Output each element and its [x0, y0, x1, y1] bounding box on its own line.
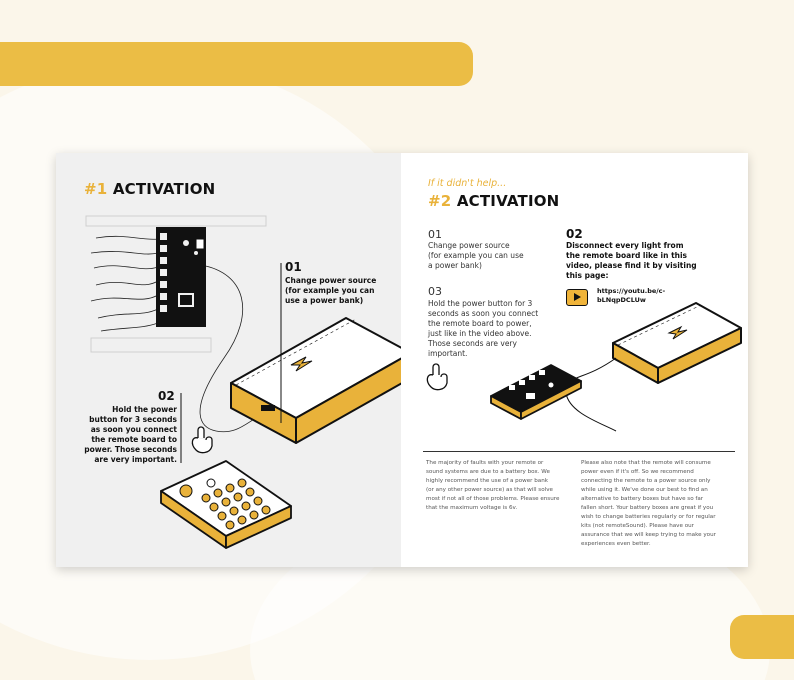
step-number: 02 — [158, 389, 175, 403]
heading-number: #2 — [428, 192, 452, 210]
step-description: Change power source (for example you can use a power bank) — [428, 241, 524, 270]
heading-word: ACTIVATION — [456, 192, 560, 210]
bottom-accent-bar — [730, 615, 794, 659]
heading-word: ACTIVATION — [112, 180, 216, 198]
right-page — [401, 153, 748, 567]
step-description: Hold the power button for 3 seconds as soon you connect the remote board to power, just like in the video above. Those seconds are very important. — [428, 299, 539, 358]
note-paragraph: Please also note that the remote will consume power even if it's off. So we recommend connecting the remote to a power source only while using it. We've done our best to find an alternative to battery boxes but have so far fallen short. Your battery boxes are great if you wish to change batteries regularly or for regular kits (not remoteSound). Please have our assurance that we will keep trying to make your experiences even better. — [581, 460, 716, 547]
step-description: Disconnect every light from the remote board like in this video, please find it by visiting this page: — [566, 241, 697, 280]
remote-board-illustration — [56, 153, 401, 567]
step-number: 02 — [566, 227, 583, 241]
step-description: Hold the power button for 3 seconds as soon you connect the remote board to power. Those seconds are very important. — [84, 405, 177, 464]
video-link[interactable]: https://youtu.be/c- bLNqpDCLUw — [597, 287, 666, 304]
step-number: 01 — [285, 260, 302, 274]
heading-number: #1 — [84, 180, 108, 198]
booklet-spread — [56, 153, 748, 567]
subtitle: If it didn't help... — [428, 178, 507, 189]
step-description: Change power source (for example you can use a power bank) — [285, 276, 377, 305]
top-accent-bar — [0, 42, 473, 86]
step-number: 03 — [428, 285, 442, 298]
section-divider — [423, 451, 735, 452]
step-number: 01 — [428, 228, 442, 241]
note-paragraph: The majority of faults with your remote or sound systems are due to a battery box. We highly recommend the use of a power bank (or any other power source) as that will solve most if not all of those problems. Please ensure that the maximum voltage is 6v. — [426, 460, 560, 511]
left-page — [56, 153, 401, 567]
